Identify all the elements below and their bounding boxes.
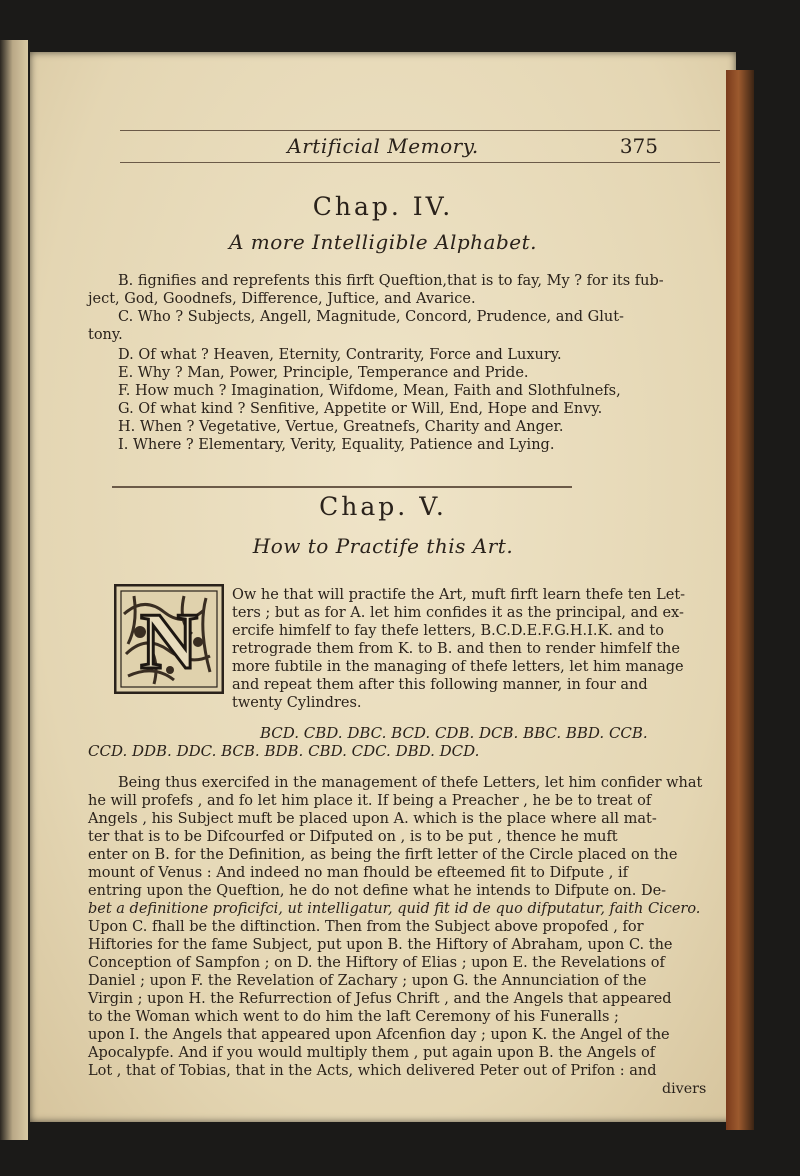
alphabet-line: E. Why ? Man, Power, Principle, Temperance and Pride. — [118, 365, 529, 381]
body-line: mount of Venus : And indeed no man fhould be efteemed fit to Difpute , if — [88, 865, 628, 881]
intro-line: twenty Cylindres. — [232, 695, 362, 711]
facing-page-edge — [0, 40, 28, 1140]
alphabet-line: H. When ? Vegetative, Vertue, Greatnefs, Charity and Anger. — [118, 419, 564, 435]
alphabet-line: tony. — [88, 327, 123, 343]
body-line: Upon C. fhall be the diftinction. Then from the Subject above propofed , for — [88, 919, 644, 935]
chapter-4-title: A more Intelligible Alphabet. — [229, 230, 537, 254]
section-rule — [112, 486, 572, 488]
body-line: upon I. the Angels that appeared upon Afcenfion day ; upon K. the Angel of the — [88, 1027, 670, 1043]
body-line: Being thus exercifed in the management of thefe Letters, let him confider what — [118, 775, 703, 791]
chapter-5-heading: Chap. V. — [319, 492, 447, 521]
intro-line: Ow he that will practife the Art, muft firft learn thefe ten Let- — [232, 587, 686, 603]
catchword: divers — [662, 1081, 707, 1097]
alphabet-line: D. Of what ? Heaven, Eternity, Contrarity, Force and Luxury. — [118, 347, 562, 363]
header-rule-bottom — [120, 162, 720, 163]
intro-line: ercife himfelf to fay thefe letters, B.C.D.E.F.G.H.I.K. and to — [232, 623, 664, 639]
letter-combinations: CCD. DDB. DDC. BCB. BDB. CBD. CDC. DBD. DCD. — [88, 742, 480, 760]
body-line: to the Woman which went to do him the laft Ceremony of his Funeralls ; — [88, 1009, 619, 1025]
drop-cap-letter: N — [140, 598, 198, 686]
chapter-5-title: How to Practife this Art. — [252, 534, 514, 558]
body-line: Daniel ; upon F. the Revelation of Zachary ; upon G. the Annunciation of the — [88, 973, 647, 989]
body-line: bet a definitione proficifci, ut intelligatur, quid fit id de quo difputatur, faith Cicero. — [88, 901, 701, 917]
chapter-4-heading: Chap. IV. — [312, 192, 454, 221]
alphabet-line: I. Where ? Elementary, Verity, Equality, Patience and Lying. — [118, 437, 555, 453]
letter-combinations: BCD. CBD. DBC. BCD. CDB. DCB. BBC. BBD. CCB. — [260, 724, 648, 742]
intro-line: retrograde them from K. to B. and then to render himfelf the — [232, 641, 680, 657]
body-line: Angels , his Subject muft be placed upon A. which is the place where all mat- — [88, 811, 657, 827]
body-line: entring upon the Queftion, he do not define what he intends to Difpute on. De- — [88, 883, 667, 899]
book-spine-edge — [726, 70, 754, 1130]
body-line: he will profefs , and fo let him place it. If being a Preacher , he be to treat of — [88, 793, 652, 809]
page-number: 375 — [619, 134, 658, 158]
body-line: ter that is to be Difcourfed or Difputed on , is to be put , thence he muft — [88, 829, 618, 845]
alphabet-line: C. Who ? Subjects, Angell, Magnitude, Concord, Prudence, and Glut- — [118, 309, 624, 325]
body-line: Apocalypfe. And if you would multiply them , put again upon B. the Angels of — [88, 1045, 656, 1061]
ornamental-drop-cap — [114, 584, 224, 694]
book-page — [30, 52, 736, 1122]
intro-line: more fubtile in the managing of thefe letters, let him manage — [232, 659, 684, 675]
body-line: Lot , that of Tobias, that in the Acts, which delivered Peter out of Prifon : and — [88, 1063, 657, 1079]
intro-line: ters ; but as for A. let him confides it as the principal, and ex- — [232, 605, 684, 621]
alphabet-line: B. fignifies and reprefents this firft Queftion,that is to fay, My ? for its fub- — [118, 273, 664, 289]
body-line: enter on B. for the Definition, as being the firft letter of the Circle placed on the — [88, 847, 678, 863]
alphabet-line: F. How much ? Imagination, Wifdome, Mean, Faith and Slothfulnefs, — [118, 383, 621, 399]
body-line: Conception of Sampfon ; on D. the Hiftory of Elias ; upon E. the Revelations of — [88, 955, 665, 971]
running-head: Artificial Memory. — [287, 134, 479, 158]
header-rule-top — [120, 130, 720, 131]
alphabet-line: G. Of what kind ? Senfitive, Appetite or Will, End, Hope and Envy. — [118, 401, 603, 417]
body-line: Virgin ; upon H. the Refurrection of Jefus Chrift , and the Angels that appeared — [88, 991, 672, 1007]
alphabet-line: ject, God, Goodnefs, Difference, Juftice, and Avarice. — [88, 291, 476, 307]
intro-line: and repeat them after this following manner, in four and — [232, 677, 648, 693]
body-line: Hiftories for the fame Subject, put upon B. the Hiftory of Abraham, upon C. the — [88, 937, 673, 953]
